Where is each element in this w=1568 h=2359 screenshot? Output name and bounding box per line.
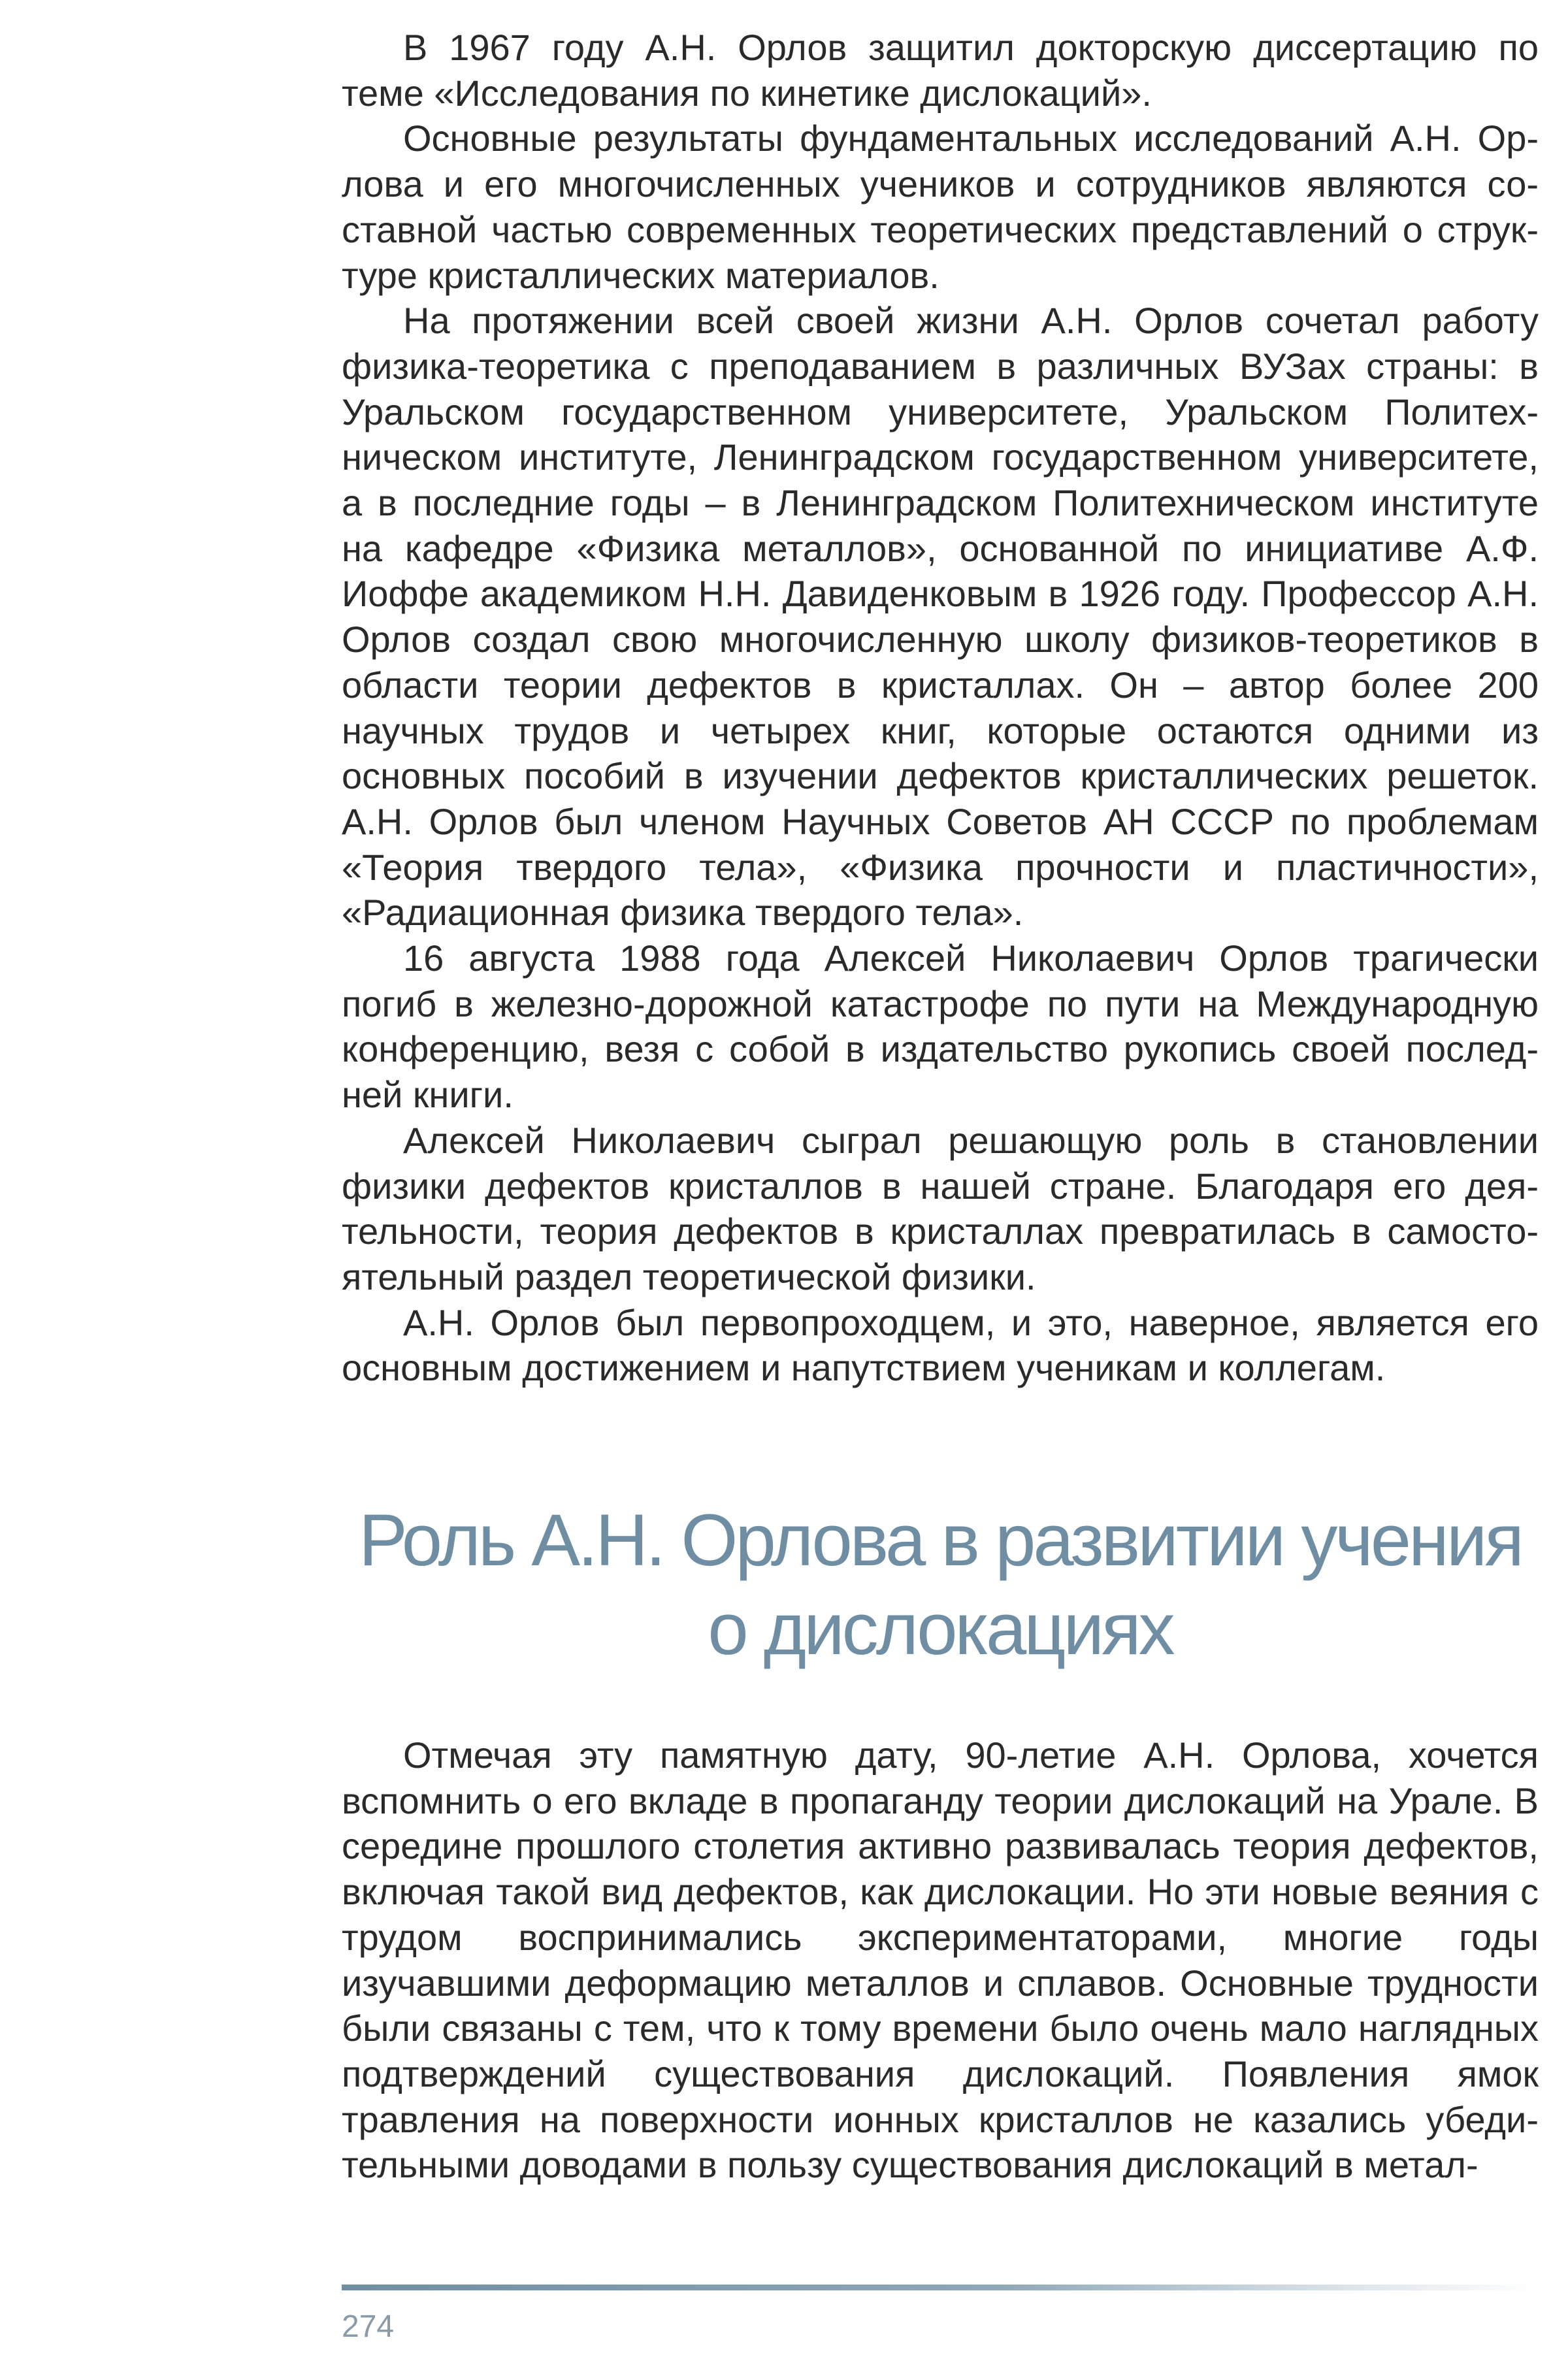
paragraph: В 1967 году А.Н. Орлов защитил докторскую диссертацию по теме «Исследования по кинетике дислокаций».: [342, 27, 1539, 114]
paragraph: А.Н. Орлов был первопроходцем, и это, наверное, является его основным достижением и напутствием ученикам и коллегам.: [342, 1301, 1539, 1389]
paragraph: На протяжении всей своей жизни А.Н. Орлов сочетал работу физика-теоретика с преподаванием в различных ВУЗах страны: в Уральском государственном университете, Уральском Политехническом институте, Ленинградском государственном университете, а в последние годы – в Ленинградском Политехническом институте на кафедре «Физика металлов», основанной по инициативе А.Ф. Иоффе академиком Н.Н. Давиденковым в 1926 году. Профессор А.Н. Орлов создал свою многочисленную школу физиков-теоретиков в области теории дефектов в кристаллах. Он – автор более 200 научных трудов и четырех книг, которые остаются одними из основных пособий в изучении дефектов кристаллических решеток. А.Н. Орлов был членом Научных Советов АН СССР по проблемам «Теория твердого тела», «Физика прочности и пластичности», «Радиационная физика твердого тела».: [342, 300, 1539, 934]
paragraph: 16 августа 1988 года Алексей Николаевич Орлов трагически погиб в железно-дорожной катастрофе по пути на Международную конференцию, везя с собой в издательство рукопись своей последней книги.: [342, 937, 1539, 1116]
paragraph: Алексей Николаевич сыграл решающую роль в становлении физики дефектов кристаллов в нашей стране. Благодаря его деятельности, теория дефектов в кристаллах превратилась в самостоятельный раздел теоретической физики.: [342, 1119, 1539, 1297]
body-text-top: [342, 25, 1539, 1391]
paragraph: Основные результаты фундаментальных исследований А.Н. Орлова и его многочисленных учеников и сотрудников являются составной частью современных теоретических представлений о структуре кристаллических материалов.: [342, 118, 1539, 296]
section-title-line-1: Роль А.Н. Орлова в развитии учения: [358, 1499, 1522, 1581]
section-title: [342, 1496, 1539, 1674]
paragraph: Отмечая эту памятную дату, 90-летие А.Н. Орлова, хочется вспомнить о его вкладе в пропаганду теории дислокаций на Урале. В середине прошлого столетия активно развивалась теория дефектов, включая такой вид дефектов, как дислокации. Но эти новые веяния с трудом воспринимались экспериментаторами, многие годы изучавшими деформацию металлов и сплавов. Основные трудности были связаны с тем, что к тому времени было очень мало наглядных подтверждений существования дислокаций. Появления ямок травления на поверхности ионных кристаллов не казались убедительными доводами в пользу существования дислокаций в метал-: [342, 1734, 1539, 2186]
page-number: 274: [342, 2309, 395, 2344]
body-text-bottom: [342, 1733, 1539, 2188]
section-title-line-2: о дислокациях: [708, 1588, 1173, 1670]
footer-divider: [342, 2285, 1539, 2290]
